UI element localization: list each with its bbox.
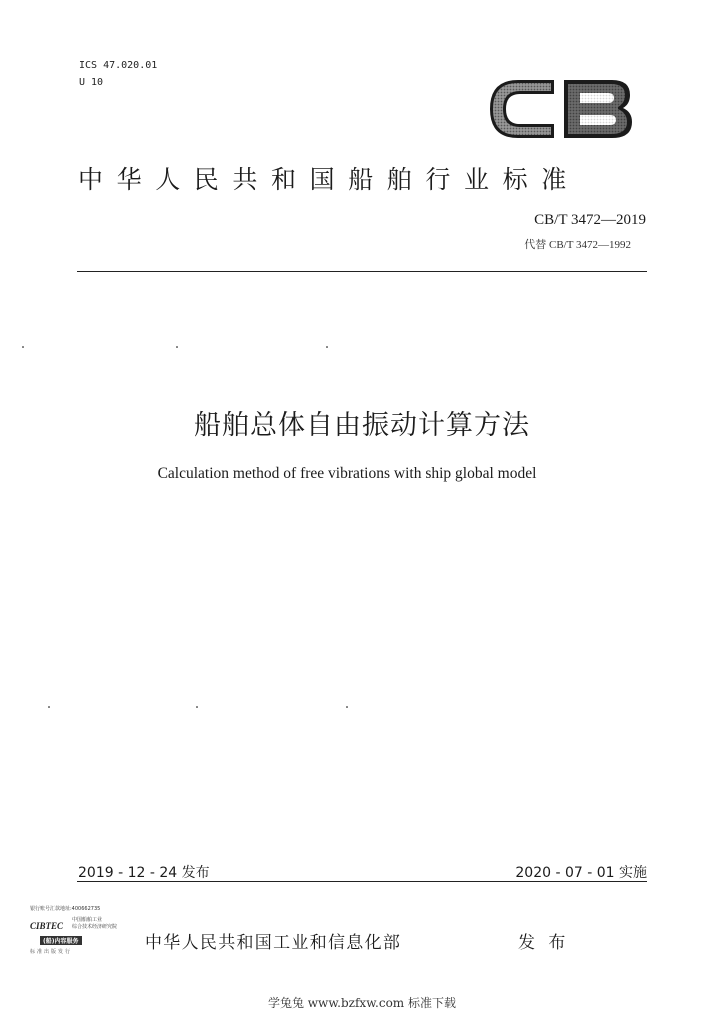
scan-speck [346,706,348,708]
footer-divider [77,881,647,882]
stamp-brand: CIBTEC [30,921,64,931]
scan-speck [196,706,198,708]
scan-speck [176,346,178,348]
cb-logo [488,76,634,142]
implementation-date: 2020 - 07 - 01 实施 [515,865,647,881]
classification-codes [79,57,157,91]
standard-number: CB/T 3472—2019 [534,212,646,228]
ccs-code: U 10 [79,77,104,88]
replaces-note: 代替 CB/T 3472—1992 [524,239,631,251]
stamp-org-3: (船)内容服务 [40,936,82,945]
document-title-en: Calculation method of free vibrations with ship global model [157,465,537,482]
watermark-footer: 学兔兔 www.bzfxw.com 标准下载 [267,996,457,1010]
publisher-name: 中华人民共和国工业和信息化部 [145,933,402,953]
scan-speck [22,346,24,348]
document-title-cn: 船舶总体自由振动计算方法 [194,410,530,441]
ics-code: ICS 47.020.01 [79,60,158,71]
stamp-org-2: 综合技术经济研究院 [72,924,118,930]
distributor-stamp [30,905,140,957]
header-divider [77,271,647,272]
stamp-line-1: 银行账号汇款地址:400662735 [30,906,101,912]
stamp-org-1: 中国船舶工业 [72,917,103,923]
publish-label: 发 布 [518,933,570,953]
scan-speck [48,706,50,708]
issue-date: 2019 - 12 - 24 发布 [78,865,210,881]
stamp-line-4: 标准出版发行 [30,949,73,955]
scan-speck [326,346,328,348]
ministry-title: 中华人民共和国船舶行业标准 [78,165,580,194]
